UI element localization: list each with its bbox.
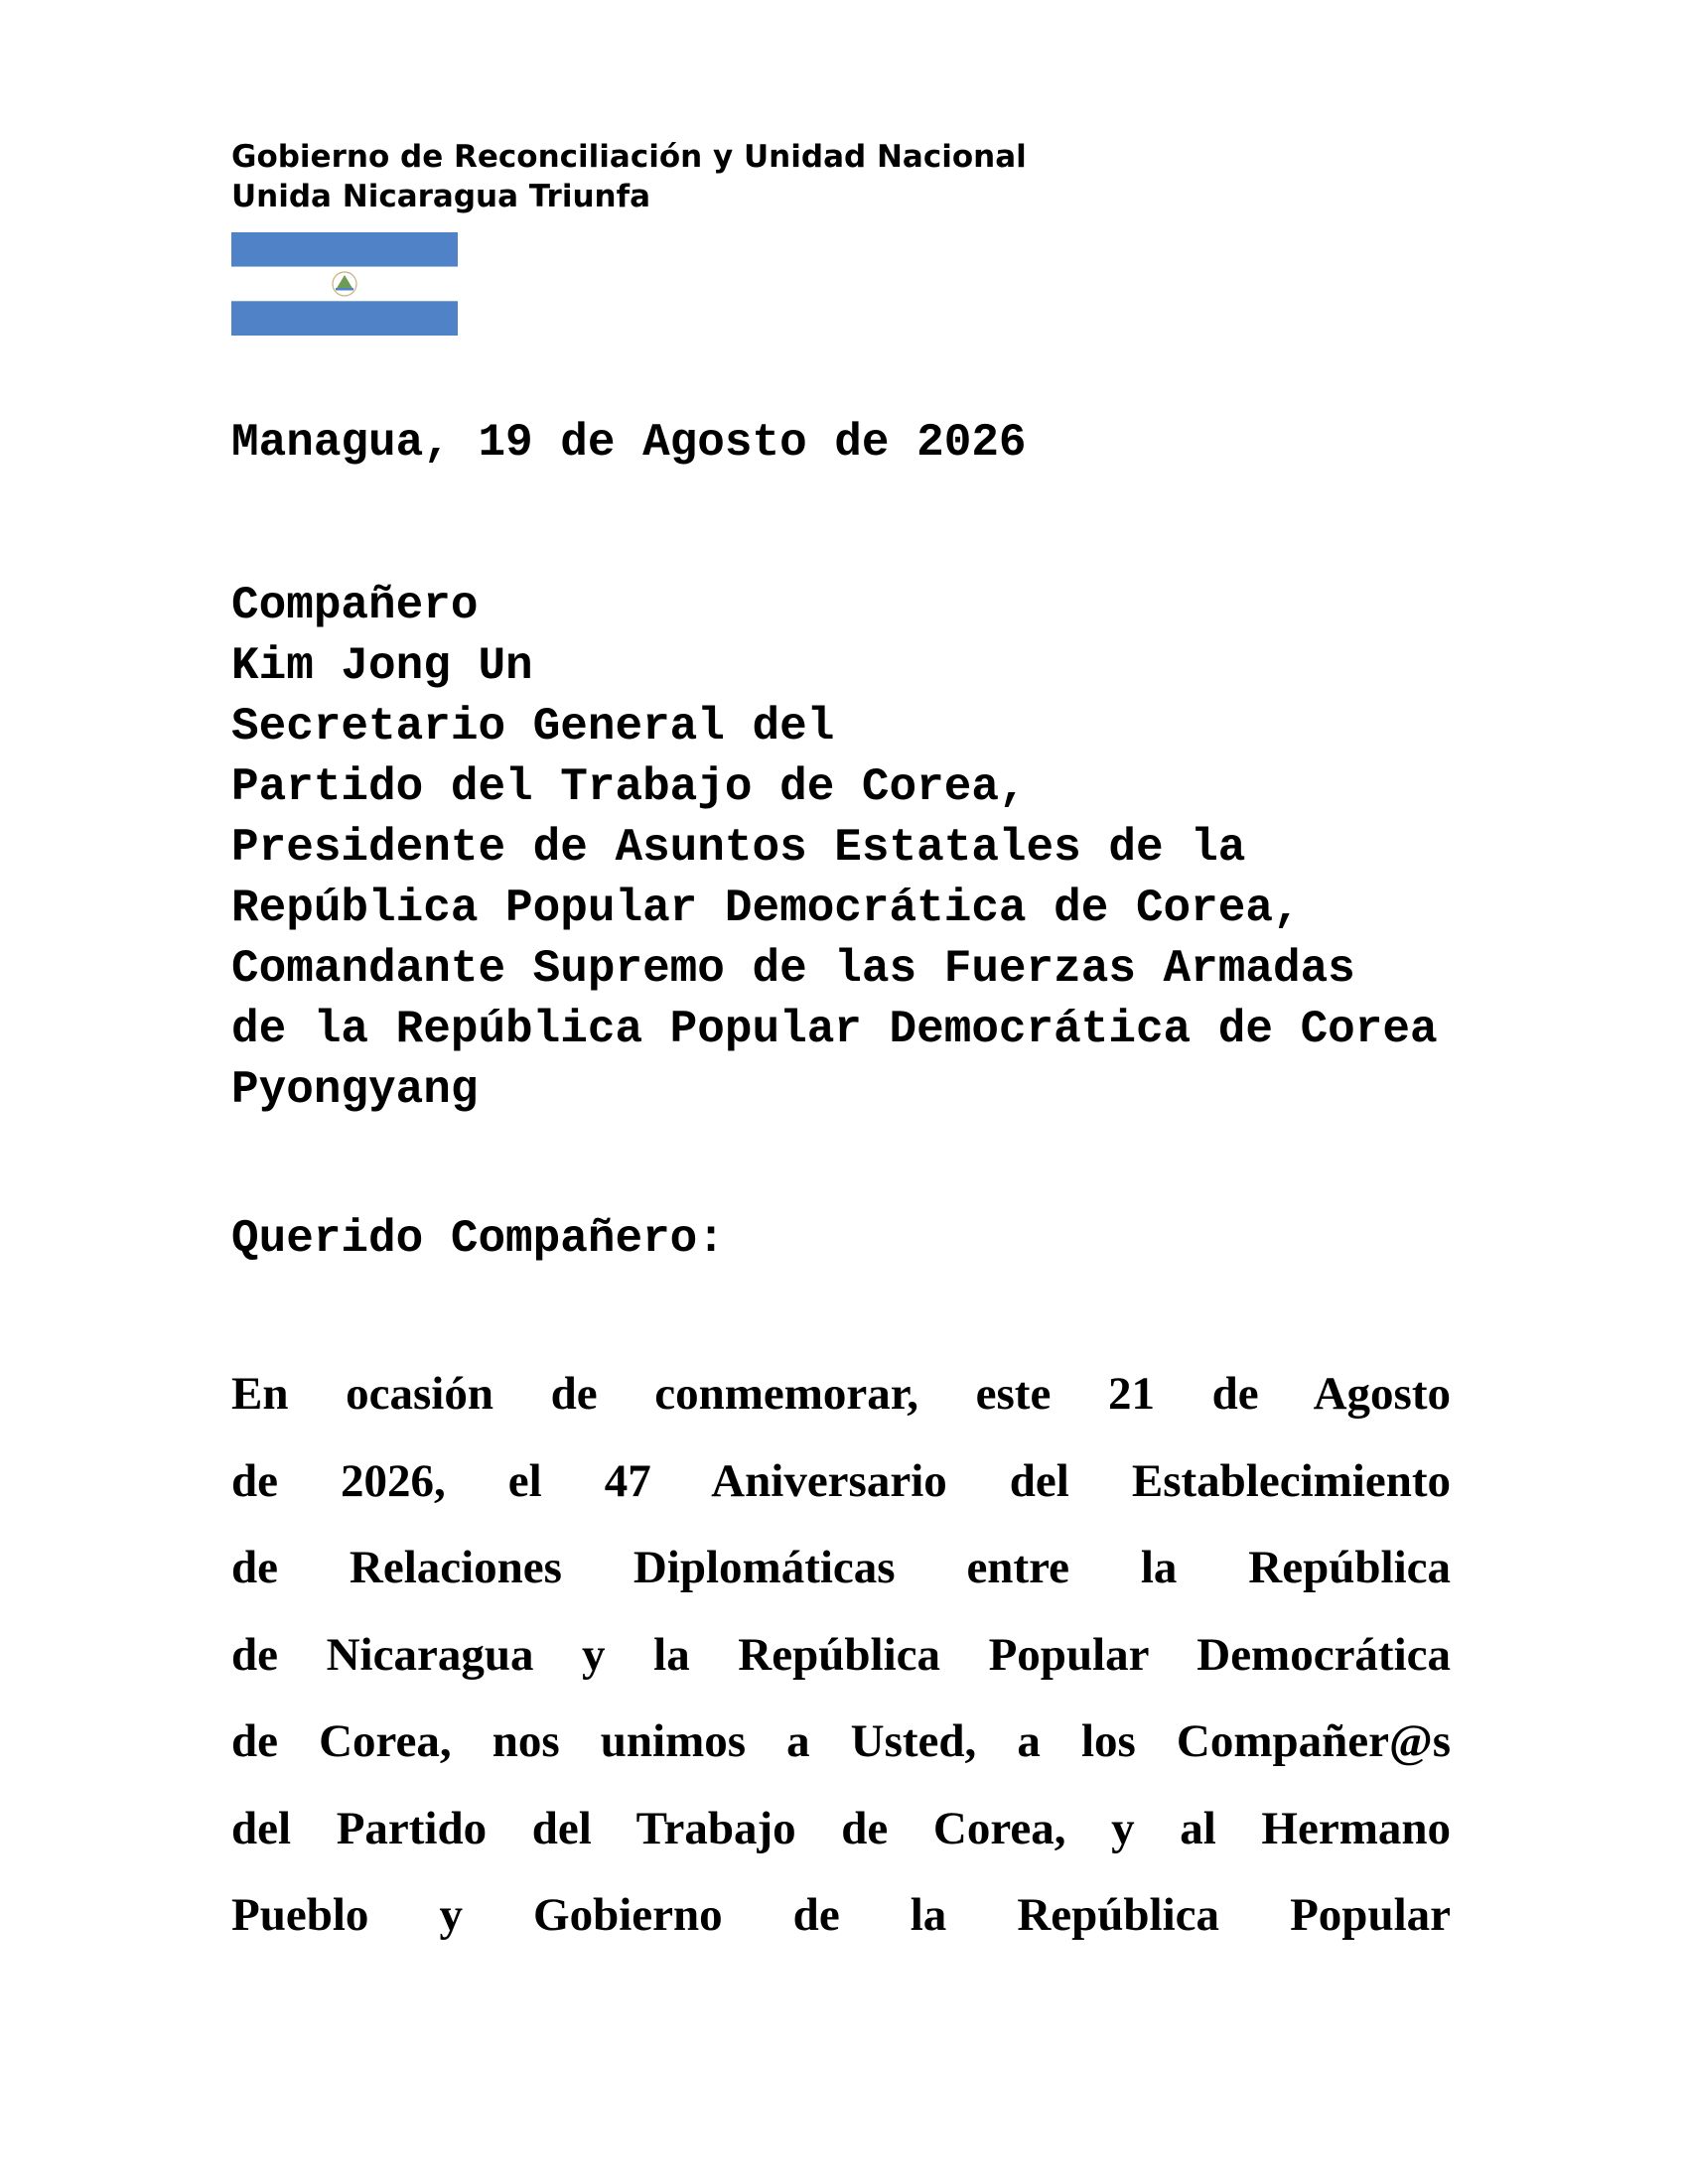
recipient-line: Pyongyang (231, 1064, 479, 1116)
recipient-address-block (231, 576, 1438, 1121)
body-line: del Partido del Trabajo de Corea, y al Hermano (231, 1802, 1451, 1854)
body-line: de Relaciones Diplomáticas entre la República (231, 1542, 1451, 1593)
recipient-line: República Popular Democrática de Corea, (231, 883, 1301, 934)
recipient-line: Secretario General del (231, 701, 835, 752)
body-line: de Corea, nos unimos a Usted, a los Compañer@s (231, 1715, 1451, 1767)
letter-body (231, 1351, 1451, 1960)
recipient-line: Presidente de Asuntos Estatales de la (231, 822, 1246, 874)
letterhead (231, 137, 1027, 216)
recipient-line: de la República Popular Democrática de Corea (231, 1004, 1438, 1055)
body-line: Pueblo y Gobierno de la República Popular (231, 1889, 1451, 1941)
letter-date: Managua, 19 de Agosto de 2026 (231, 417, 1027, 469)
recipient-line: Partido del Trabajo de Corea, (231, 761, 1027, 813)
body-line: En ocasión de conmemorar, este 21 de Agosto (231, 1368, 1451, 1420)
nicaragua-flag-icon (231, 232, 458, 336)
body-line: de Nicaragua y la República Popular Democrática (231, 1628, 1451, 1681)
body-line: de 2026, el 47 Aniversario del Establecimiento (231, 1454, 1451, 1507)
letterhead-slogan: Unida Nicaragua Triunfa (231, 179, 651, 214)
recipient-line: Compañero (231, 580, 479, 631)
letterhead-government-name: Gobierno de Reconciliación y Unidad Nacional (231, 139, 1027, 175)
salutation: Querido Compañero: (231, 1213, 725, 1265)
recipient-line: Kim Jong Un (231, 640, 533, 692)
recipient-line: Comandante Supremo de las Fuerzas Armadas (231, 943, 1355, 995)
